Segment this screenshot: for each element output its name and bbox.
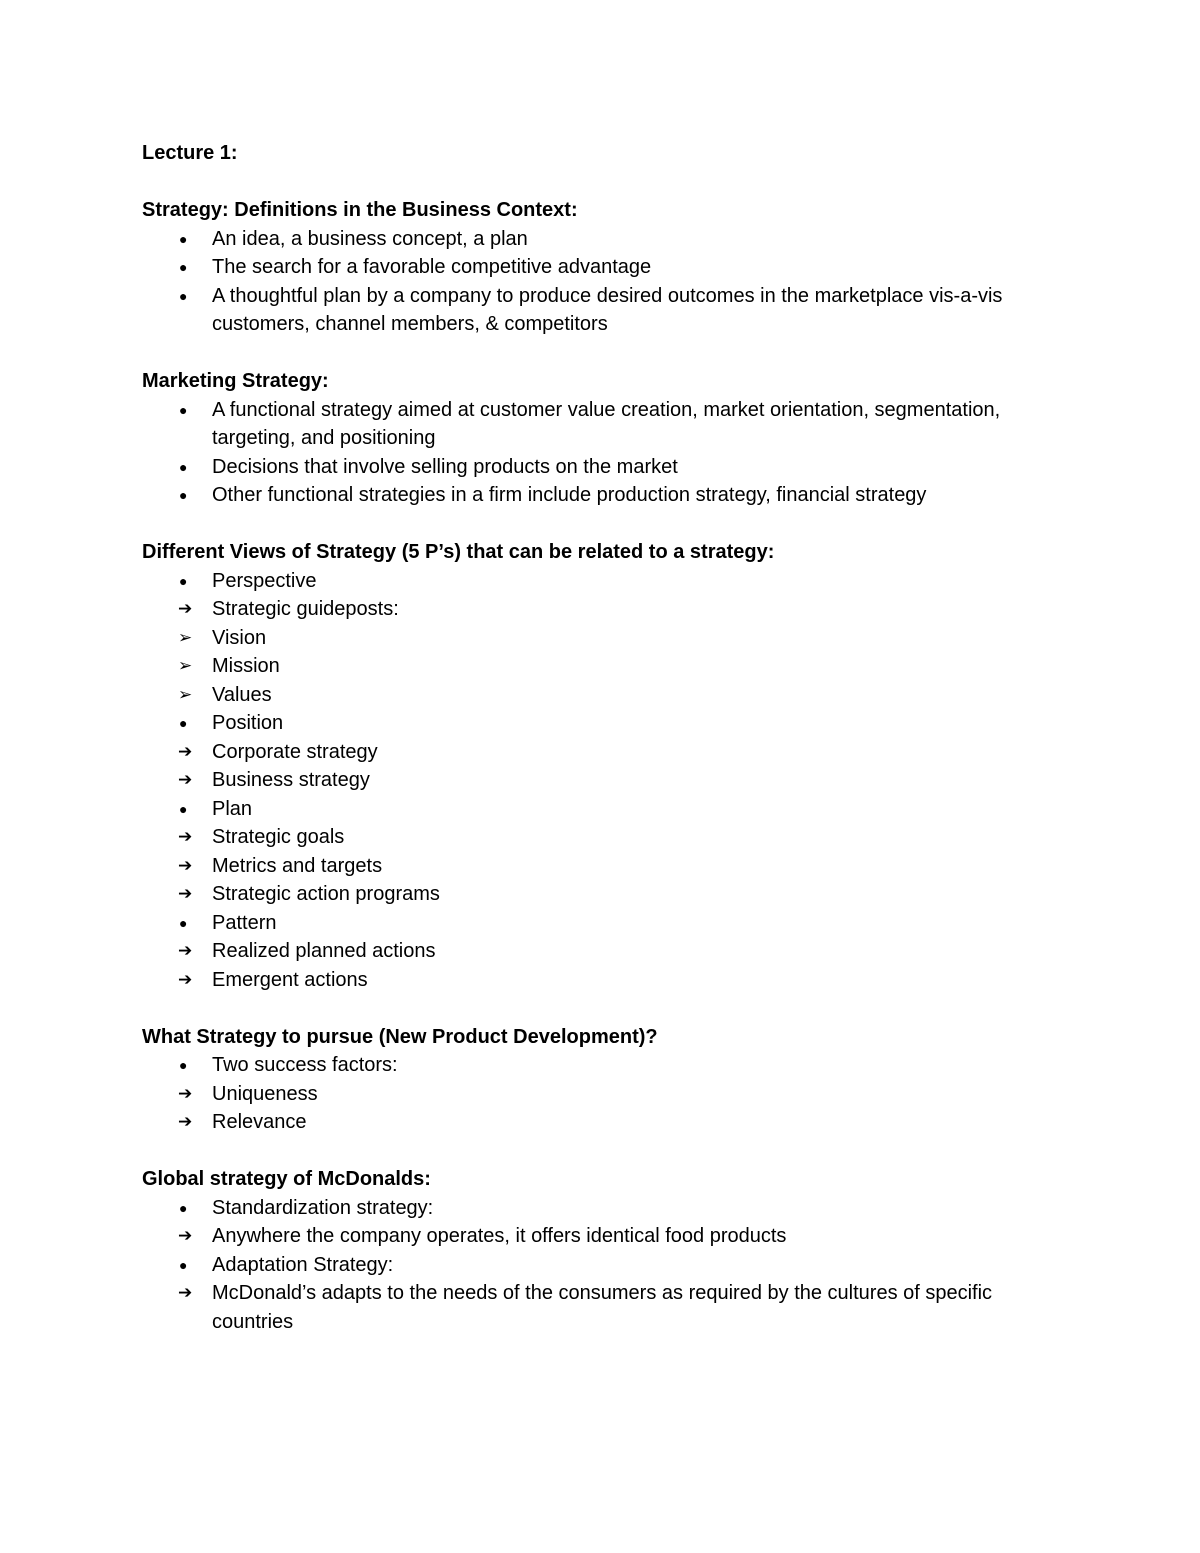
bullet-icon: ●: [179, 259, 188, 275]
list-item: [142, 1251, 1062, 1280]
list-item-text: Other functional strategies in a firm include production strategy, financial strategy: [212, 484, 927, 506]
chevron-arrowhead-icon: ➢: [178, 656, 193, 675]
list-item: [142, 225, 1062, 254]
list-item: [142, 1080, 1062, 1109]
arrow-right-icon: ➔: [178, 855, 193, 875]
list-item: [142, 396, 1062, 453]
arrow-right-icon: ➔: [178, 884, 193, 903]
section-mcdonalds: [142, 1165, 1062, 1336]
arrow-right-icon: ➔: [178, 1283, 193, 1302]
list-item-text: Standardization strategy:: [212, 1196, 434, 1219]
arrow-right-icon: ➔: [178, 969, 193, 989]
bullet-icon: ●: [179, 1199, 188, 1216]
list-item-text: Position: [212, 712, 284, 734]
section-heading: Strategy: Definitions in the Business Context:: [142, 199, 578, 221]
bullet-icon: ●: [179, 1256, 188, 1273]
list-item: [142, 795, 1062, 824]
list-item: [142, 1051, 1062, 1080]
list-item: [142, 282, 1062, 339]
list-item: [142, 966, 1062, 995]
section-heading: What Strategy to pursue (New Product Development)?: [142, 1025, 658, 1048]
bullet-icon: ●: [179, 572, 188, 589]
list-item-text: Values: [212, 683, 272, 706]
list-item-text: Strategic goals: [212, 826, 345, 848]
arrow-right-icon: ➔: [178, 941, 193, 960]
list-item-text: Strategic action programs: [212, 883, 440, 905]
list-item-text: Strategic guideposts:: [212, 598, 399, 620]
list-item: [142, 681, 1062, 710]
list-item: [142, 1108, 1062, 1137]
list-item-text: Decisions that involve selling products on the market: [212, 455, 678, 478]
list-item: [142, 253, 1062, 282]
section-heading: Different Views of Strategy (5 P’s) that can be related to a strategy:: [142, 541, 775, 563]
list-item-text: Mission: [212, 655, 280, 677]
section-what-strategy: [142, 1023, 1062, 1137]
list-item: [142, 453, 1062, 482]
spacer: [142, 339, 1062, 368]
arrow-right-icon: ➔: [178, 741, 193, 761]
spacer: [142, 994, 1062, 1023]
list-item-text: McDonald’s adapts to the needs of the consumers as required by the cultures of specific countries: [212, 1282, 993, 1333]
list-item: [142, 1279, 1062, 1336]
document-page: [142, 139, 1062, 1336]
list-item: [142, 738, 1062, 767]
list-item: [142, 652, 1062, 681]
list-item-text: Two success factors:: [212, 1054, 398, 1076]
bullet-icon: ●: [179, 401, 188, 418]
bullet-icon: ●: [179, 458, 188, 475]
list-item-text: Relevance: [212, 1111, 307, 1133]
bullet-icon: ●: [179, 287, 188, 304]
list-item: [142, 481, 1062, 510]
list-item: [142, 595, 1062, 624]
arrow-right-icon: ➔: [178, 827, 193, 846]
list-item-text: Pattern: [212, 911, 277, 934]
list-item: [142, 567, 1062, 596]
list-item: [142, 909, 1062, 938]
list-item-text: Corporate strategy: [212, 740, 378, 763]
spacer: [142, 510, 1062, 539]
list-item-text: Realized planned actions: [212, 940, 436, 962]
chevron-arrowhead-icon: ➢: [178, 627, 193, 647]
arrow-right-icon: ➔: [178, 1083, 193, 1103]
list-item-text: Emergent actions: [212, 968, 368, 991]
section-heading: Global strategy of McDonalds:: [142, 1168, 431, 1190]
list-item: [142, 852, 1062, 881]
chevron-arrowhead-icon: ➢: [178, 684, 193, 704]
list-item-text: Business strategy: [212, 769, 370, 791]
bullet-icon: ●: [179, 1057, 188, 1073]
list-item-text: A thoughtful plan by a company to produce desired outcomes in the marketplace vis-a-vis customers, channel members, & competitors: [212, 284, 1003, 335]
bullet-icon: ●: [179, 487, 188, 503]
list-item-text: Perspective: [212, 569, 317, 592]
section-strategy-definitions: [142, 196, 1062, 339]
list-item: [142, 1194, 1062, 1223]
list-item-text: Plan: [212, 797, 253, 820]
list-item: [142, 624, 1062, 653]
list-item: [142, 709, 1062, 738]
list-item: [142, 823, 1062, 852]
section-marketing-strategy: [142, 367, 1062, 510]
document-title: Lecture 1:: [142, 142, 238, 164]
list-item-text: Metrics and targets: [212, 854, 383, 877]
arrow-right-icon: ➔: [178, 1226, 193, 1245]
bullet-icon: ●: [179, 914, 188, 931]
list-item: [142, 937, 1062, 966]
list-item-text: Uniqueness: [212, 1082, 318, 1105]
arrow-right-icon: ➔: [178, 770, 193, 789]
spacer: [142, 168, 1062, 197]
spacer: [142, 1137, 1062, 1166]
bullet-icon: ●: [179, 230, 188, 247]
bullet-icon: ●: [179, 800, 188, 817]
list-item-text: Anywhere the company operates, it offers identical food products: [212, 1225, 787, 1247]
list-item-text: The search for a favorable competitive advantage: [212, 256, 652, 278]
list-item-text: A functional strategy aimed at customer value creation, market orientation, segmentation, targeting, and positioning: [212, 398, 1001, 449]
list-item: [142, 880, 1062, 909]
section-heading: Marketing Strategy:: [142, 370, 329, 392]
arrow-right-icon: ➔: [178, 1112, 193, 1131]
list-item-text: An idea, a business concept, a plan: [212, 227, 528, 250]
bullet-icon: ●: [179, 715, 188, 731]
list-item: [142, 1222, 1062, 1251]
list-item-text: Vision: [212, 626, 267, 649]
section-five-ps: [142, 538, 1062, 994]
list-item-text: Adaptation Strategy:: [212, 1253, 394, 1276]
list-item: [142, 766, 1062, 795]
arrow-right-icon: ➔: [178, 599, 193, 618]
